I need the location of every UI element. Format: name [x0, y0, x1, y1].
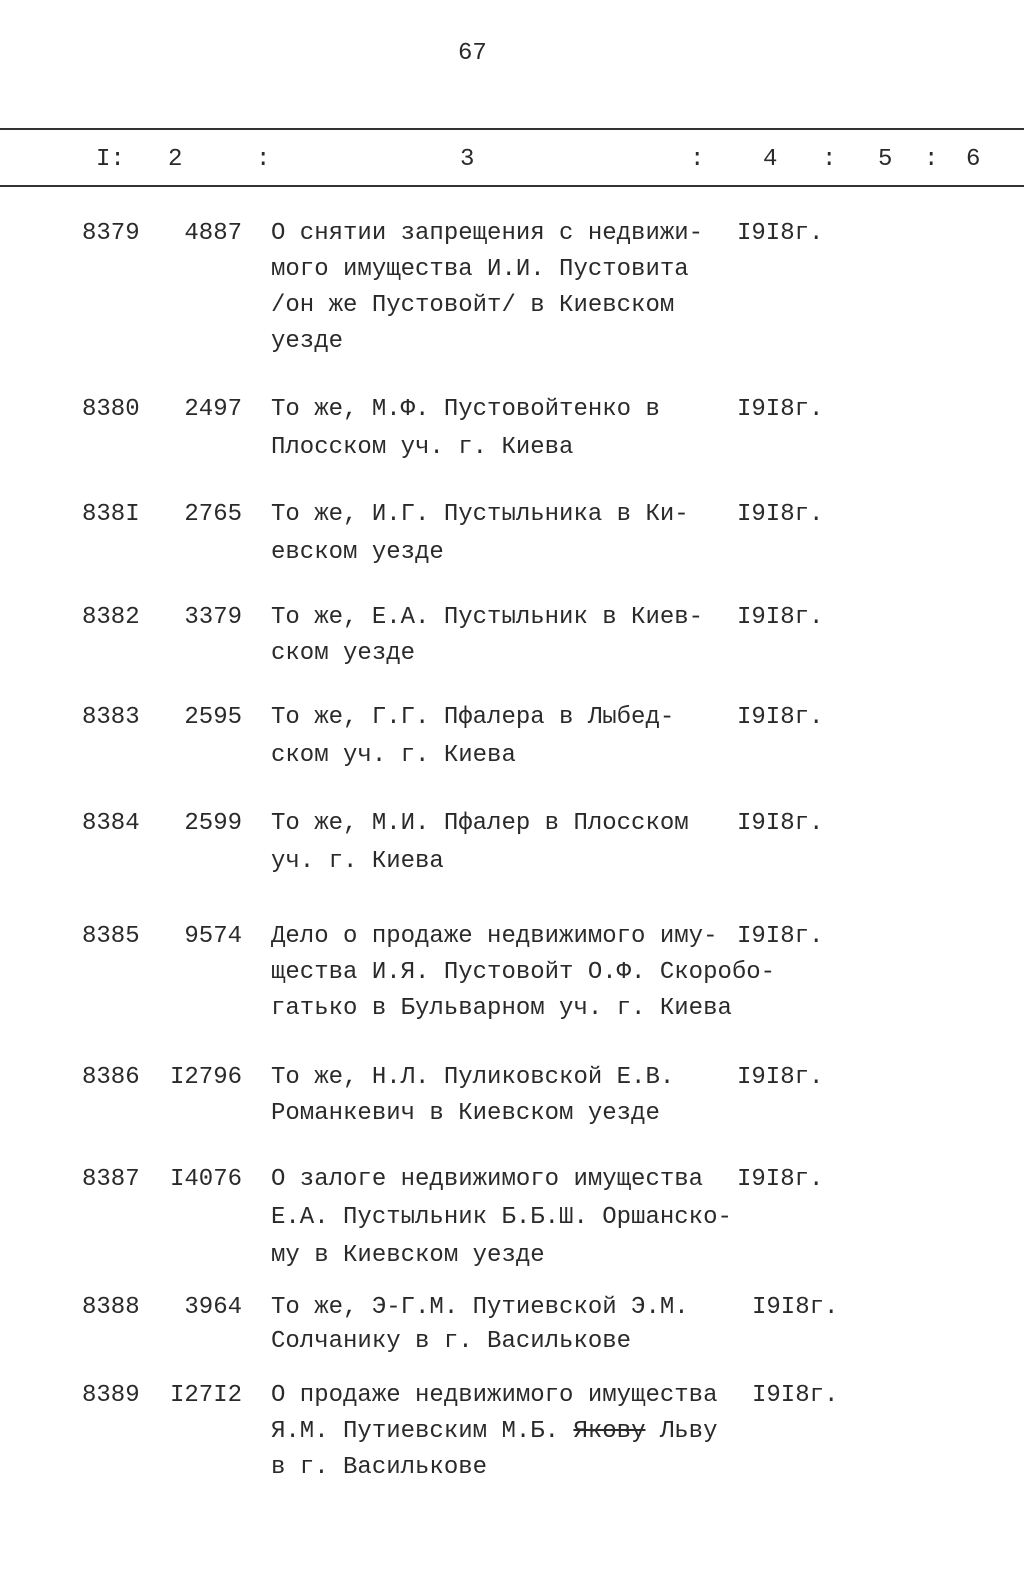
header-col-4: 4	[763, 146, 778, 173]
file-reference: I27I2	[169, 1382, 242, 1409]
header-col-1: I:	[96, 146, 125, 173]
header-sep: :	[690, 146, 705, 173]
header-col-3: 3	[460, 146, 475, 173]
file-reference: I4076	[169, 1166, 242, 1193]
page-number: 67	[458, 40, 487, 67]
description-line: евском уезде	[271, 539, 444, 566]
entry-year: I9I8г.	[737, 1064, 824, 1091]
header-col-2: 2	[168, 146, 183, 173]
entry-description	[271, 1290, 741, 1358]
description-line: О залоге недвижимого имущества	[271, 1166, 704, 1193]
entry-description	[271, 497, 741, 573]
entry-number: 8380	[82, 396, 140, 423]
struck-word: Якову	[573, 1418, 646, 1445]
entry-number: 8383	[82, 704, 140, 731]
entry-number: 838I	[82, 501, 140, 528]
file-reference: 2595	[184, 704, 242, 731]
entry-description	[271, 1060, 741, 1132]
entry-number: 8382	[82, 604, 140, 631]
description-text: Я.М. Путиевским М.Б.	[271, 1418, 560, 1445]
entry-description	[271, 919, 776, 1027]
description-line: То же, М.Ф. Пустовойтенко в	[271, 396, 660, 423]
entry-year: I9I8г.	[737, 810, 824, 837]
description-line: То же, Е.А. Пустыльник в Киев-	[271, 604, 704, 631]
header-top-rule	[0, 128, 1024, 130]
entry-description	[271, 1378, 741, 1486]
entry-year: I9I8г.	[737, 220, 824, 247]
entry-number: 8389	[82, 1382, 140, 1409]
description-line: То же, Г.Г. Пфалера в Лыбед-	[271, 704, 675, 731]
file-reference: I2796	[169, 1064, 242, 1091]
header-bottom-rule	[0, 185, 1024, 187]
entry-year: I9I8г.	[737, 1166, 824, 1193]
entry-year: I9I8г.	[737, 704, 824, 731]
entry-number: 8386	[82, 1064, 140, 1091]
header-sep: :	[924, 146, 939, 173]
description-line: Плосском уч. г. Киева	[271, 434, 574, 461]
description-text: Льву	[645, 1418, 718, 1445]
description-line: в г. Василькове	[271, 1454, 488, 1481]
entry-year: I9I8г.	[737, 923, 824, 950]
description-line: ском уч. г. Киева	[271, 742, 516, 769]
description-line: /он же Пустовойт/ в Киевском	[271, 292, 675, 319]
description-line: То же, Н.Л. Пуликовской Е.В.	[271, 1064, 675, 1091]
description-line: О снятии запрещения с недвижи-	[271, 220, 704, 247]
header-sep: :	[822, 146, 837, 173]
entry-year: I9I8г.	[737, 396, 824, 423]
entry-number: 8385	[82, 923, 140, 950]
file-reference: 3964	[184, 1294, 242, 1321]
description-line: То же, Э-Г.М. Путиевской Э.М.	[271, 1294, 689, 1321]
entry-description	[271, 700, 741, 776]
entry-description	[271, 392, 741, 468]
entry-number: 8384	[82, 810, 140, 837]
entry-description	[271, 806, 741, 882]
description-line: Романкевич в Киевском уезде	[271, 1100, 660, 1127]
file-reference: 3379	[184, 604, 242, 631]
header-col-5: 5	[878, 146, 893, 173]
description-line: Е.А. Пустыльник Б.Б.Ш. Оршанско-	[271, 1204, 732, 1231]
file-reference: 2497	[184, 396, 242, 423]
entry-description	[271, 216, 741, 360]
description-line: О продаже недвижимого имущества	[271, 1382, 718, 1409]
description-line: щества И.Я. Пустовойт О.Ф. Скоробо-	[271, 959, 776, 986]
entry-year: I9I8г.	[752, 1382, 839, 1409]
description-line: То же, М.И. Пфалер в Плосском	[271, 810, 689, 837]
entry-number: 8379	[82, 220, 140, 247]
entry-number: 8388	[82, 1294, 140, 1321]
header-col-6: 6	[966, 146, 981, 173]
description-line: ском уезде	[271, 640, 416, 667]
file-reference: 2765	[184, 501, 242, 528]
file-reference: 2599	[184, 810, 242, 837]
description-line: То же, И.Г. Пустыльника в Ки-	[271, 501, 689, 528]
description-line: Дело о продаже недвижимого иму-	[271, 923, 718, 950]
description-line: му в Киевском уезде	[271, 1242, 545, 1269]
entry-number: 8387	[82, 1166, 140, 1193]
entry-year: I9I8г.	[737, 501, 824, 528]
file-reference: 9574	[184, 923, 242, 950]
entry-description	[271, 1162, 741, 1276]
header-sep: :	[256, 146, 271, 173]
entry-year: I9I8г.	[752, 1294, 839, 1321]
description-line	[271, 1414, 741, 1450]
entry-description	[271, 600, 741, 672]
description-line: мого имущества И.И. Пустовита	[271, 256, 689, 283]
description-line: уезде	[271, 328, 344, 355]
entry-year: I9I8г.	[737, 604, 824, 631]
description-line: Солчанику в г. Василькове	[271, 1328, 632, 1355]
file-reference: 4887	[184, 220, 242, 247]
description-line: уч. г. Киева	[271, 848, 444, 875]
description-line: гатько в Бульварном уч. г. Киева	[271, 995, 732, 1022]
